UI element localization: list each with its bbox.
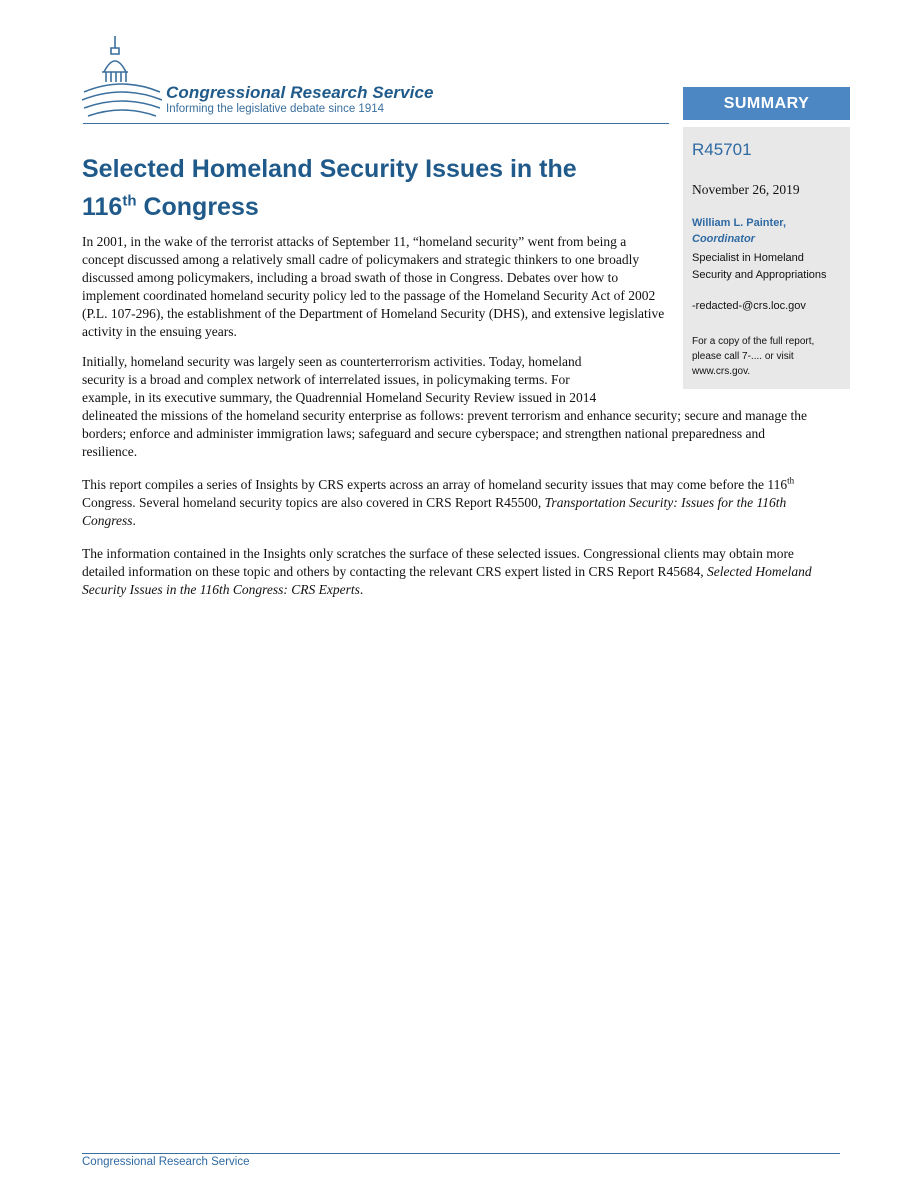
author-title: Specialist in Homeland Security and Appropriations <box>692 252 827 281</box>
header-divider <box>83 123 669 124</box>
footer-text: Congressional Research Service <box>82 1156 250 1168</box>
title-superscript: th <box>122 192 137 210</box>
paragraph-4-text-a: The information contained in the Insights only scratches the surface of these selected issues. Congressional clients may obtain more detailed information on these topic and others by contacting the relevant CRS expert listed in CRS Report R45684, <box>82 546 794 579</box>
title-number: 116 <box>82 193 123 221</box>
capitol-dome-icon <box>82 34 162 124</box>
paragraph-4-end: . <box>359 582 364 597</box>
paragraph-1: In 2001, in the wake of the terrorist attacks of September 11, “homeland security” went from being a concept discussed among a relatively small cadre of policymakers and strategic thinkers to one broadly discussed among policymakers, including a broad swath of those in Congress. Debates over how to implement coordinated homeland security policy led to the passage of the Homeland Security Act of 2002 (P.L. 107-296), the establishment of the Department of Homeland Security (DHS), and extensive legislative activity in the ensuing years. <box>82 234 665 339</box>
paragraph-4 <box>82 545 822 599</box>
paragraph-3 <box>82 476 822 530</box>
paragraph-2-line-1: Initially, homeland security was largely seen as counterterrorism activities. Today, homeland <box>82 354 582 369</box>
paragraph-3-end: . <box>132 513 136 528</box>
summary-tab: SUMMARY <box>683 87 850 120</box>
author-email: -redacted-@crs.loc.gov <box>692 300 806 312</box>
page-title <box>82 150 642 226</box>
paragraph-2-rest: delineated the missions of the homeland security enterprise as follows: prevent terrorism and enhance security; secure and manage the borders; enforce and administer immigration laws; safeguard and secure cyberspace; and strengthen national preparedness and resilience. <box>82 408 807 459</box>
paragraph-3-text-a: This report compiles a series of Insights by CRS experts across an array of homeland security issues that may come before the 116 <box>82 477 788 492</box>
title-line-1: Selected Homeland Security Issues in the <box>82 155 577 183</box>
author-name: William L. Painter, <box>692 217 787 229</box>
title-line-2: Congress <box>136 193 259 221</box>
report-title-transportation: Transportation Security: Issues for the 116th Congress <box>82 495 787 528</box>
paragraph-2-line-3: example, in its executive summary, the Quadrennial Homeland Security Review issued in 2014 <box>82 390 597 405</box>
paragraph-3-superscript: th <box>787 475 795 486</box>
author-role: Coordinator <box>692 233 755 245</box>
report-date: November 26, 2019 <box>692 182 800 197</box>
paragraph-2-line-2: security is a broad and complex network of interrelated issues, in policymaking terms. For <box>82 372 570 387</box>
paragraph-3-text-b: Congress. Several homeland security topics are also covered in CRS Report R45500, <box>82 495 545 510</box>
report-title-experts: Selected Homeland Security Issues in the 116th Congress: CRS Experts <box>82 564 812 597</box>
org-name: Congressional Research Service <box>166 83 434 102</box>
report-number: R45701 <box>692 140 752 159</box>
copy-note: For a copy of the full report, please call 7-.... or visit www.crs.gov. <box>692 336 815 377</box>
footer-divider <box>82 1153 840 1154</box>
paragraph-2 <box>82 353 822 461</box>
org-tagline: Informing the legislative debate since 1914 <box>166 103 385 115</box>
